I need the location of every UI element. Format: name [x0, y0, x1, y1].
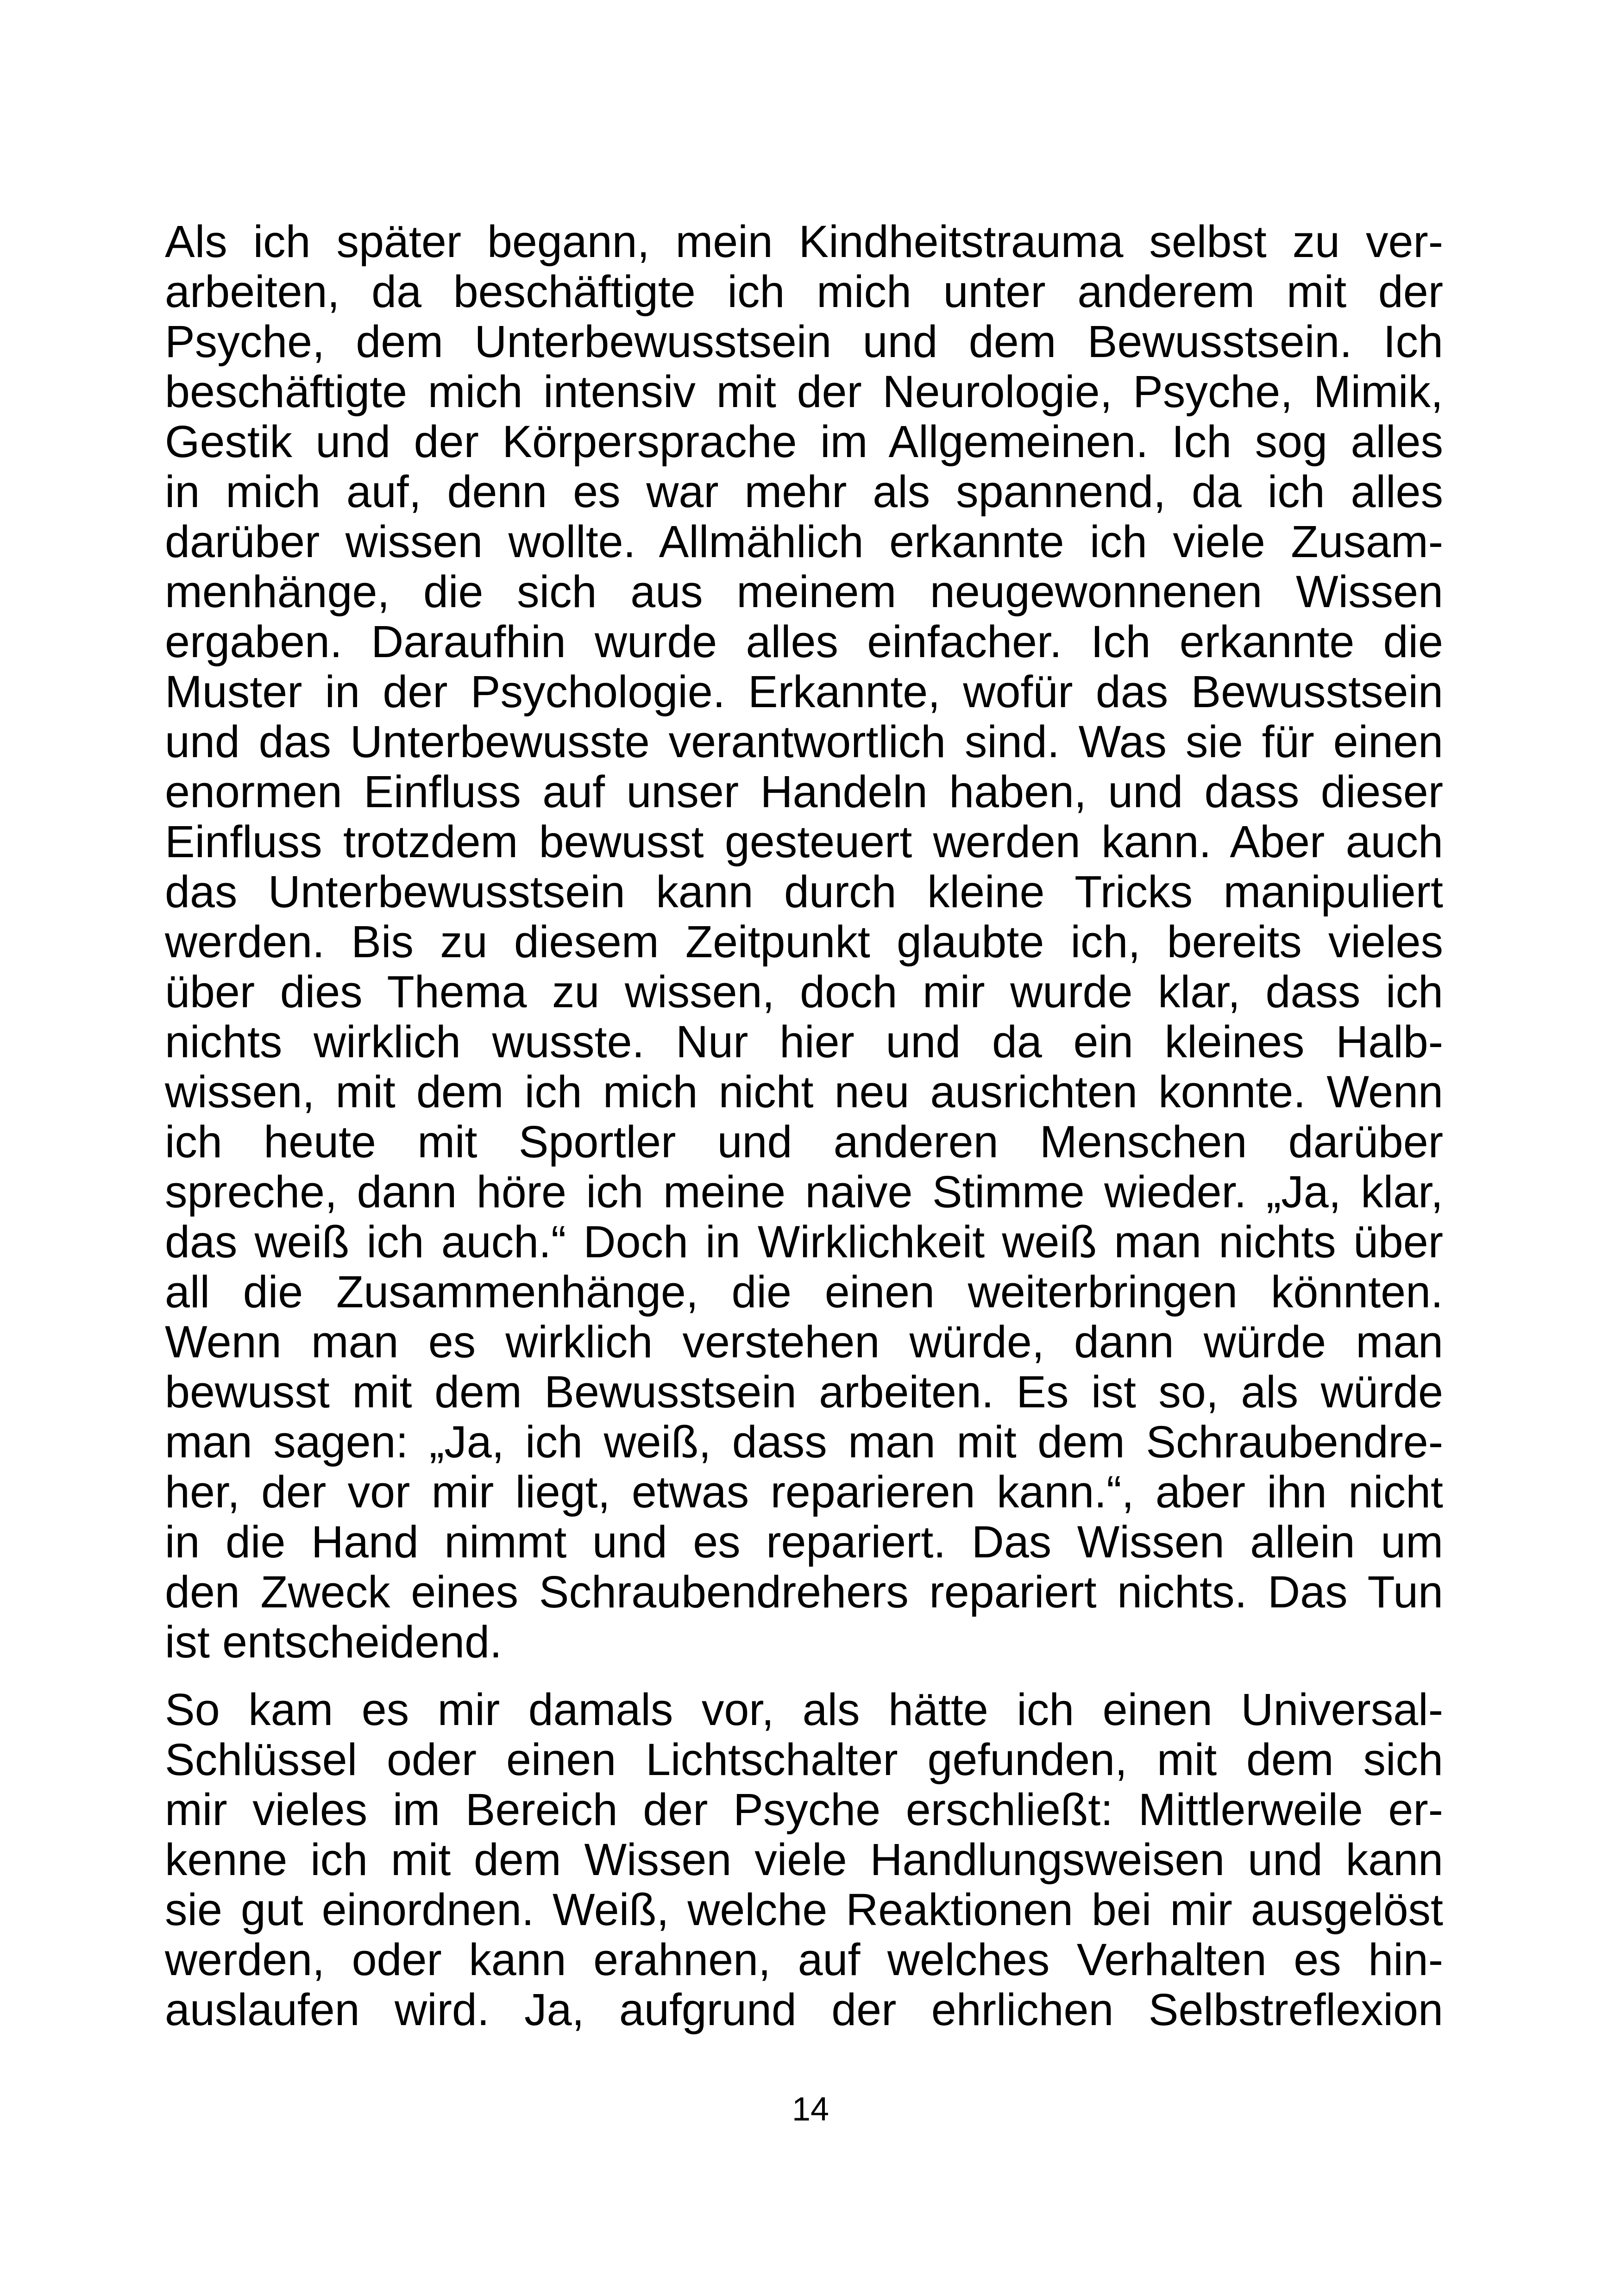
text-line: werden. Bis zu diesem Zeitpunkt glaubte ich, bereits vieles — [165, 916, 1443, 967]
text-line: mir vieles im Bereich der Psyche erschließt: Mittlerweile er- — [165, 1784, 1443, 1835]
text-line: man sagen: „Ja, ich weiß, dass man mit dem Schraubendre- — [165, 1417, 1443, 1467]
text-line: Psyche, dem Unterbewusstsein und dem Bewusstsein. Ich — [165, 316, 1443, 367]
text-line: all die Zusammenhänge, die einen weiterbringen könnten. — [165, 1267, 1443, 1317]
text-line: und das Unterbewusste verantwortlich sind. Was sie für einen — [165, 716, 1443, 767]
text-line: das Unterbewusstsein kann durch kleine Tricks manipuliert — [165, 866, 1443, 917]
text-line: Wenn man es wirklich verstehen würde, dann würde man — [165, 1317, 1443, 1367]
text-line: Muster in der Psychologie. Erkannte, wofür das Bewusstsein — [165, 666, 1443, 717]
text-line: ergaben. Daraufhin wurde alles einfacher. Ich erkannte die — [165, 616, 1443, 667]
text-line: Als ich später begann, mein Kindheitstrauma selbst zu ver- — [165, 216, 1443, 267]
text-line: sie gut einordnen. Weiß, welche Reaktionen bei mir ausgelöst — [165, 1884, 1443, 1935]
text-line: her, der vor mir liegt, etwas reparieren kann.“, aber ihn nicht — [165, 1467, 1443, 1517]
text-line: Gestik und der Körpersprache im Allgemeinen. Ich sog alles — [165, 416, 1443, 467]
text-line: beschäftigte mich intensiv mit der Neurologie, Psyche, Mimik, — [165, 366, 1443, 417]
text-line: in mich auf, denn es war mehr als spannend, da ich alles — [165, 466, 1443, 517]
text-line: auslaufen wird. Ja, aufgrund der ehrlichen Selbstreflexion — [165, 1984, 1443, 2035]
text-line: kenne ich mit dem Wissen viele Handlungsweisen und kann — [165, 1834, 1443, 1885]
paragraph-1 — [165, 217, 1443, 1667]
text-line: wissen, mit dem ich mich nicht neu ausrichten konnte. Wenn — [165, 1066, 1443, 1117]
text-line: über dies Thema zu wissen, doch mir wurde klar, dass ich — [165, 966, 1443, 1017]
page-number: 14 — [792, 2091, 829, 2128]
text-line: So kam es mir damals vor, als hätte ich einen Universal- — [165, 1684, 1443, 1735]
text-line: Einfluss trotzdem bewusst gesteuert werden kann. Aber auch — [165, 816, 1443, 867]
text-line: ich heute mit Sportler und anderen Menschen darüber — [165, 1117, 1443, 1167]
text-line: bewusst mit dem Bewusstsein arbeiten. Es ist so, als würde — [165, 1367, 1443, 1417]
text-line: nichts wirklich wusste. Nur hier und da ein kleines Halb- — [165, 1016, 1443, 1067]
paragraph-2 — [165, 1685, 1443, 2035]
text-line: menhänge, die sich aus meinem neugewonnenen Wissen — [165, 566, 1443, 617]
body-text — [165, 217, 1443, 2035]
text-line: das weiß ich auch.“ Doch in Wirklichkeit weiß man nichts über — [165, 1217, 1443, 1267]
paragraph-gap — [165, 1667, 1443, 1685]
text-line: enormen Einfluss auf unser Handeln haben, und dass dieser — [165, 766, 1443, 817]
text-line: ist entscheidend. — [165, 1617, 502, 1667]
text-line: spreche, dann höre ich meine naive Stimme wieder. „Ja, klar, — [165, 1167, 1443, 1217]
text-line: darüber wissen wollte. Allmählich erkannte ich viele Zusam- — [165, 516, 1443, 567]
text-line: werden, oder kann erahnen, auf welches Verhalten es hin- — [165, 1934, 1443, 1985]
text-line: Schlüssel oder einen Lichtschalter gefunden, mit dem sich — [165, 1734, 1443, 1785]
text-line: in die Hand nimmt und es repariert. Das Wissen allein um — [165, 1517, 1443, 1567]
text-line: arbeiten, da beschäftigte ich mich unter anderem mit der — [165, 266, 1443, 317]
text-line: den Zweck eines Schraubendrehers repariert nichts. Das Tun — [165, 1567, 1443, 1617]
